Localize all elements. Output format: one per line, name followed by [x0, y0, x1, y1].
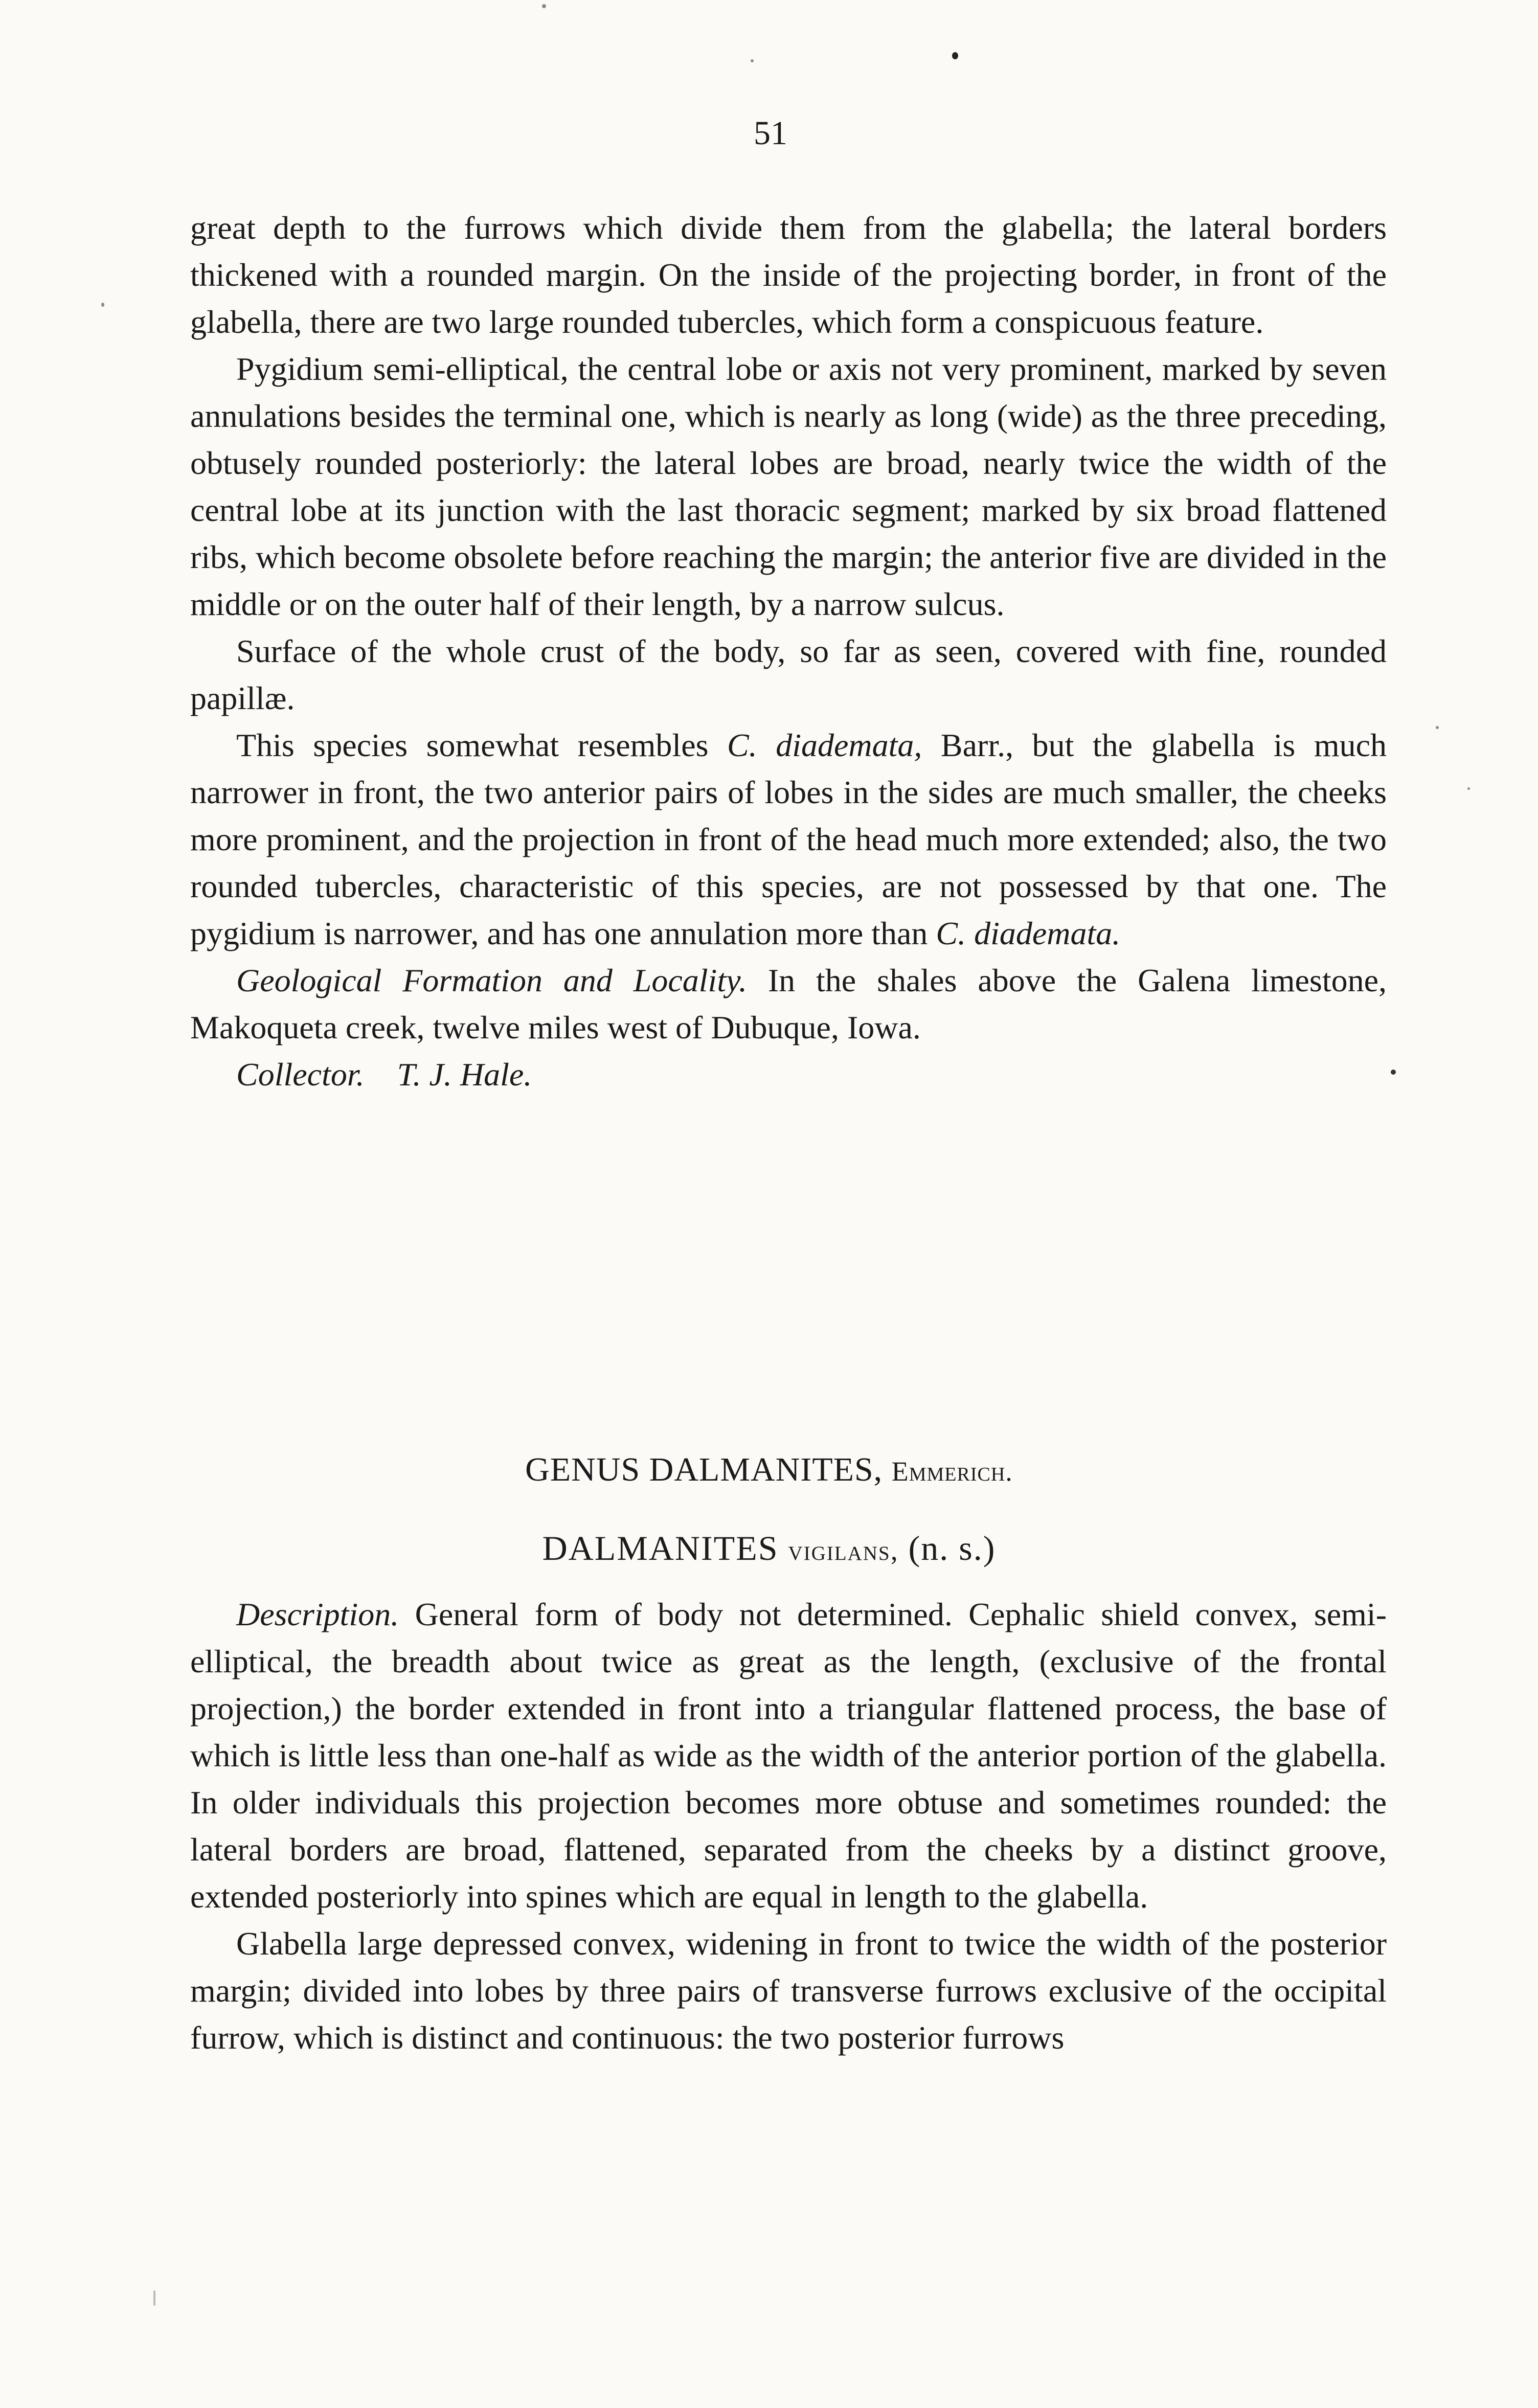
species-heading-note: (n. s.) [898, 1529, 996, 1568]
species-heading-main: DALMANITES [542, 1529, 788, 1568]
page-number: 51 [754, 115, 787, 152]
locality-label: Geological Formation and Locality. [236, 962, 747, 998]
paragraph-cephalon-continued: great depth to the furrows which divide them from the glabella; the lateral borders thickened with a rounded margin. On the inside of the projecting border, in front of the glabella, there are two large rounded tubercles, which form a conspicuous feature. [190, 210, 1387, 340]
species-heading [0, 1529, 1538, 1568]
description-label: Description. [236, 1596, 399, 1632]
collector-name: T. J. Hale. [397, 1056, 532, 1093]
genus-heading-author: Emmerich. [891, 1456, 1013, 1487]
scan-speck [952, 52, 958, 59]
scan-speck [1391, 1070, 1396, 1075]
paragraph-glabella: Glabella large depressed convex, widening in front to twice the width of the posterior margin; divided into lobes by three pairs of transverse furrows exclusive of the occipital furrow, which is distinct and continuous: the two posterior furrows [190, 1925, 1387, 2056]
locality-text: In the shales above the Galena limestone, Makoqueta creek, twelve miles west of Dubuque, Iowa. [190, 962, 1387, 1046]
paragraph-collector [190, 1051, 1387, 1098]
scan-speck [1436, 726, 1439, 729]
species-name-1: C. diademata, [727, 727, 922, 763]
scan-speck [751, 59, 754, 62]
description-text: General form of body not determined. Cephalic shield convex, semi-elliptical, the breadth about twice as great as the length, (exclusive of the frontal projection,) the border extended in front into a triangular flattened process, the base of which is little less than one-half as wide as the width of the anterior portion of the glabella. In older individuals this projection becomes more obtuse and sometimes rounded: the lateral borders are broad, flattened, separated from the cheeks by a distinct groove, extended posteriorly into spines which are equal in length to the glabella. [190, 1596, 1387, 1915]
scan-speck [542, 4, 546, 8]
scan-speck [1467, 787, 1470, 790]
species-name-2: C. diademata. [936, 915, 1121, 951]
lower-text-block [190, 1591, 1387, 2061]
paragraph-description [190, 1591, 1387, 1920]
comparison-text-2: Barr., but the glabella is much narrower in front, the two anterior pairs of lobes in the sides are much smaller, the cheeks more prominent, and the projection in front of the head much more extended; also, the two rounded tubercles, characteristic of this species, are not possessed by that one. The pygidium is narrower, and has one annulation more than [190, 727, 1387, 951]
paragraph-locality [190, 957, 1387, 1051]
comparison-text-1: This species somewhat resembles [236, 727, 728, 763]
species-heading-epithet: vigilans, [788, 1535, 899, 1566]
paragraph-surface: Surface of the whole crust of the body, so far as seen, covered with fine, rounded papillæ. [190, 633, 1387, 716]
genus-heading [0, 1453, 1538, 1487]
paragraph-comparison [190, 722, 1387, 957]
genus-heading-main: GENUS DALMANITES, [525, 1451, 892, 1488]
upper-text-block [190, 205, 1387, 1098]
scan-speck [153, 2290, 155, 2306]
paragraph-pygidium: Pygidium semi-elliptical, the central lobe or axis not very prominent, marked by seven annulations besides the terminal one, which is nearly as long (wide) as the three preceding, obtusely rounded posteriorly: the lateral lobes are broad, nearly twice the width of the central lobe at its junction with the last thoracic segment; marked by six broad flattened ribs, which become obsolete before reaching the margin; the anterior five are divided in the middle or on the outer half of their length, by a narrow sulcus. [190, 351, 1387, 622]
collector-label: Collector. [236, 1056, 365, 1093]
scan-speck [101, 303, 104, 307]
